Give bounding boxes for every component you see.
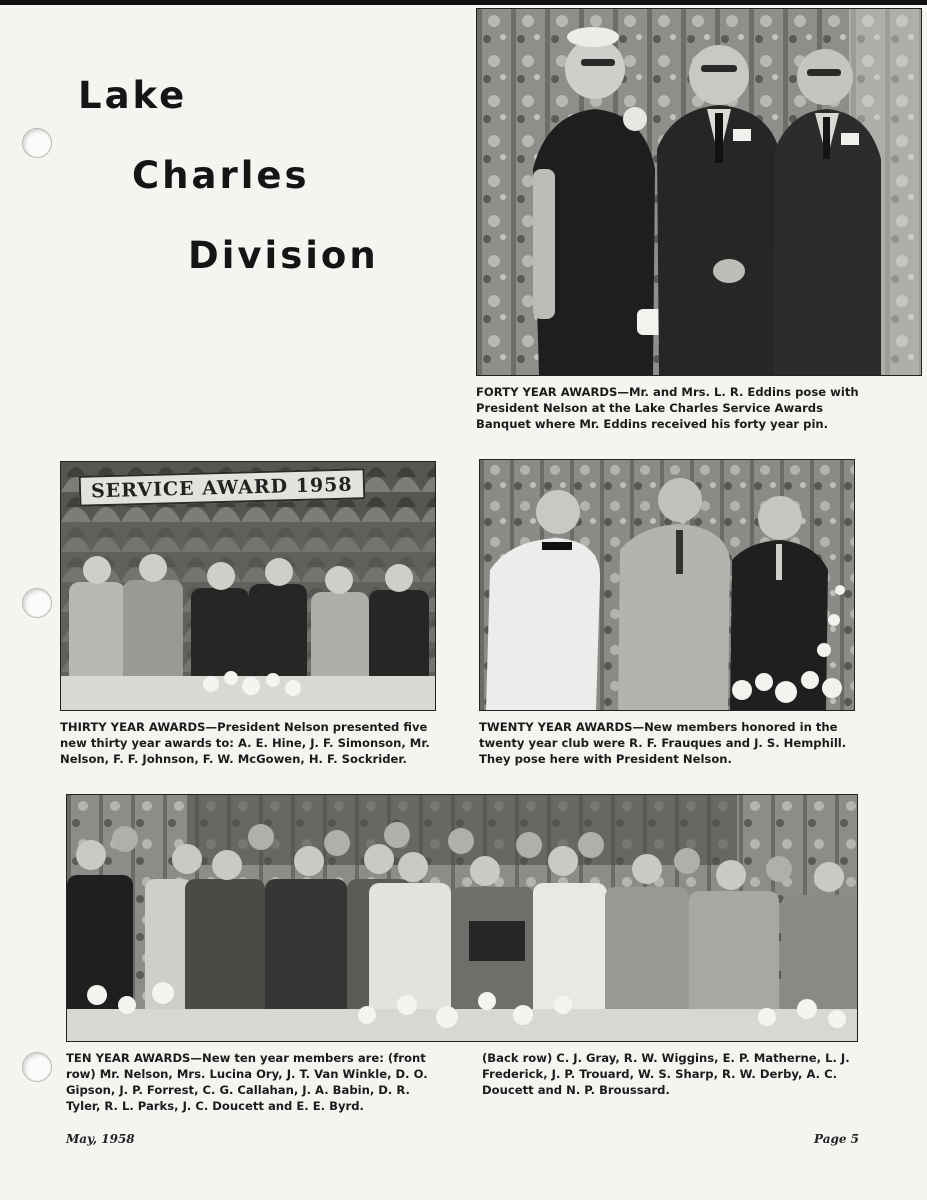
caption-ten-year-back-row: (Back row) C. J. Gray, R. W. Wiggins, E. P. Matherne, L. J. Frederick, J. P. Trouard, W. S. Sharp, R. W. Derby, A. C. Doucett and N. P. Broussard. <box>482 1051 850 1097</box>
service-award-banner: SERVICE AWARD 1958 <box>79 468 365 506</box>
title-line-lake: Lake <box>78 74 188 117</box>
photo-twenty-year-image <box>480 460 854 710</box>
photo-twenty-year-awards <box>479 459 855 711</box>
photo-thirty-year-awards <box>60 461 436 711</box>
caption-twenty-year: TWENTY YEAR AWARDS—New members honored in the twenty year club were R. F. Frauques and J. S. Hemphill. They pose here with President Nelson. <box>479 720 847 766</box>
photo-ten-year-image <box>67 795 857 1041</box>
caption-ten-year-front-row: TEN YEAR AWARDS—New ten year members are: (front row) Mr. Nelson, Mrs. Lucina Ory, J. T. Van Winkle, D. O. Gipson, J. P. Forrest, C. G. Callahan, J. A. Babin, D. R. Tyler, R. L. Parks, J. C. Doucett and E. E. Byrd. <box>66 1051 428 1113</box>
footer-date: May, 1958 <box>66 1132 135 1146</box>
title-line-division: Division <box>188 234 379 277</box>
binder-hole-bottom <box>22 1052 52 1082</box>
photo-ten-year-awards <box>66 794 858 1042</box>
footer-page-number: Page 5 <box>814 1132 860 1146</box>
binder-hole-middle <box>22 588 52 618</box>
title-line-charles: Charles <box>132 154 310 197</box>
photo-forty-year-image <box>477 9 921 375</box>
photo-forty-year-awards <box>476 8 922 376</box>
caption-thirty-year: THIRTY YEAR AWARDS—President Nelson presented five new thirty year awards to: A. E. Hine, J. F. Simonson, Mr. Nelson, F. F. Johnson, F. W. McGowen, H. F. Sockrider. <box>60 720 430 766</box>
page-top-edge <box>0 0 927 5</box>
caption-forty-year: FORTY YEAR AWARDS—Mr. and Mrs. L. R. Eddins pose with President Nelson at the Lake Charles Service Awards Banquet where Mr. Eddins received his forty year pin. <box>476 385 859 431</box>
binder-hole-top <box>22 128 52 158</box>
